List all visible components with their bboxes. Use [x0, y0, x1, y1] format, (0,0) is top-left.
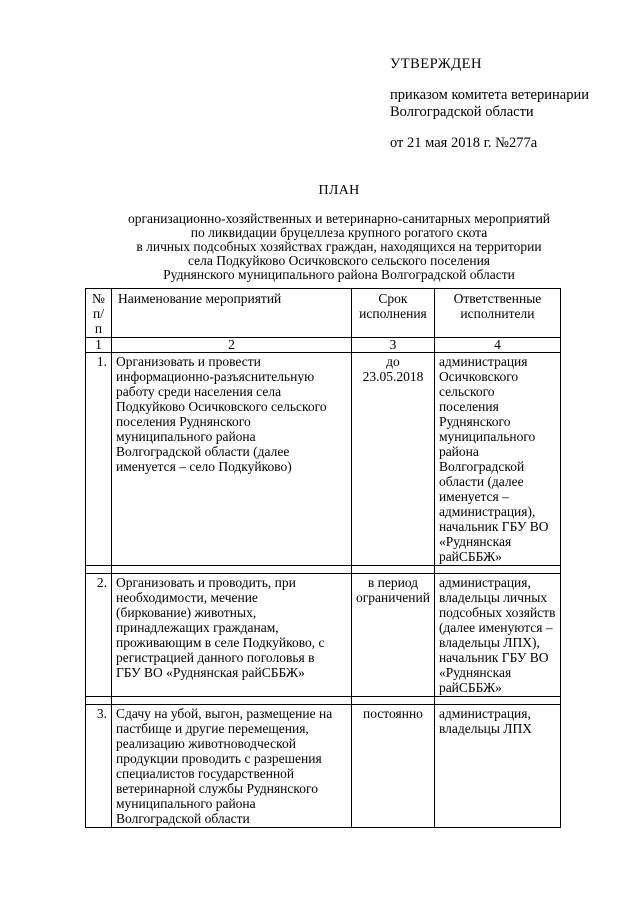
- approval-block: [390, 56, 630, 152]
- row-term: постоянно: [352, 705, 435, 828]
- row-responsible: администрация, владельцы личных подсобных хозяйств (далее именуются – владельцы ЛПХ), начальник ГБУ ВО «Руднянская райСББЖ»: [434, 574, 560, 697]
- plan-title-block: [100, 184, 578, 282]
- column-index: 3: [352, 338, 435, 353]
- row-num: 3.: [86, 705, 112, 828]
- row-separator: [86, 566, 561, 574]
- row-activity: Организовать и провести информационно-разъяснительную работу среди населения села Подкуйково Осичковского сельского поселения Руднянского муниципального района Волгоградской области (далее именуется – село Подкуйково): [112, 353, 352, 566]
- header-num: № п/п: [86, 289, 112, 338]
- row-activity: Сдачу на убой, выгон, размещение на пастбище и другие перемещения, реализацию животноводческой продукции проводить с разрешения специалистов государственной ветеринарной службы Руднянского муниципального района Волгоградской области: [112, 705, 352, 828]
- table-header-row: [86, 289, 561, 338]
- plan-subtitle-line: Руднянского муниципального района Волгоградской области: [163, 267, 515, 282]
- row-separator: [86, 697, 561, 705]
- plan-subtitle-line: организационно-хозяйственных и ветеринарно-санитарных мероприятий: [127, 211, 551, 226]
- header-name: Наименование мероприятий: [112, 289, 352, 338]
- row-num: 2.: [86, 574, 112, 697]
- row-num: 1.: [86, 353, 112, 566]
- table-row: [86, 574, 561, 697]
- table-row: [86, 705, 561, 828]
- decree-date-number: от 21 мая 2018 г. №277а: [390, 135, 538, 151]
- header-resp: Ответственные исполнители: [434, 289, 560, 338]
- plan-subtitle-line: в личных подсобных хозяйствах граждан, находящихся на территории: [136, 239, 542, 254]
- decree-text: приказом комитета ветеринарии Волгоградской области: [390, 87, 589, 120]
- row-responsible: администрация, владельцы ЛПХ: [434, 705, 560, 828]
- column-index: 1: [86, 338, 112, 353]
- plan-subtitle-line: по ликвидации бруцеллеза крупного рогатого скота: [190, 225, 488, 240]
- column-index-row: [86, 338, 561, 353]
- row-responsible: администрация Осичковского сельского поселения Руднянского муниципального района Волгоградской области (далее именуется – администрация), начальник ГБУ ВО «Руднянская райСББЖ»: [434, 353, 560, 566]
- row-term: в период ограничений: [352, 574, 435, 697]
- row-term: до 23.05.2018: [352, 353, 435, 566]
- column-index: 2: [112, 338, 352, 353]
- plan-table: [85, 288, 561, 828]
- approved-label: УТВЕРЖДЕН: [390, 56, 482, 72]
- header-term: Срок исполнения: [352, 289, 435, 338]
- table-row: [86, 353, 561, 566]
- row-activity: Организовать и проводить, при необходимости, мечение (биркование) животных, принадлежащих гражданам, проживающим в селе Подкуйково, с регистрацией данного поголовья в ГБУ ВО «Руднянская райСББЖ»: [112, 574, 352, 697]
- column-index: 4: [434, 338, 560, 353]
- plan-subtitle-line: села Подкуйково Осичковского сельского поселения: [187, 253, 491, 268]
- plan-heading: ПЛАН: [318, 183, 360, 198]
